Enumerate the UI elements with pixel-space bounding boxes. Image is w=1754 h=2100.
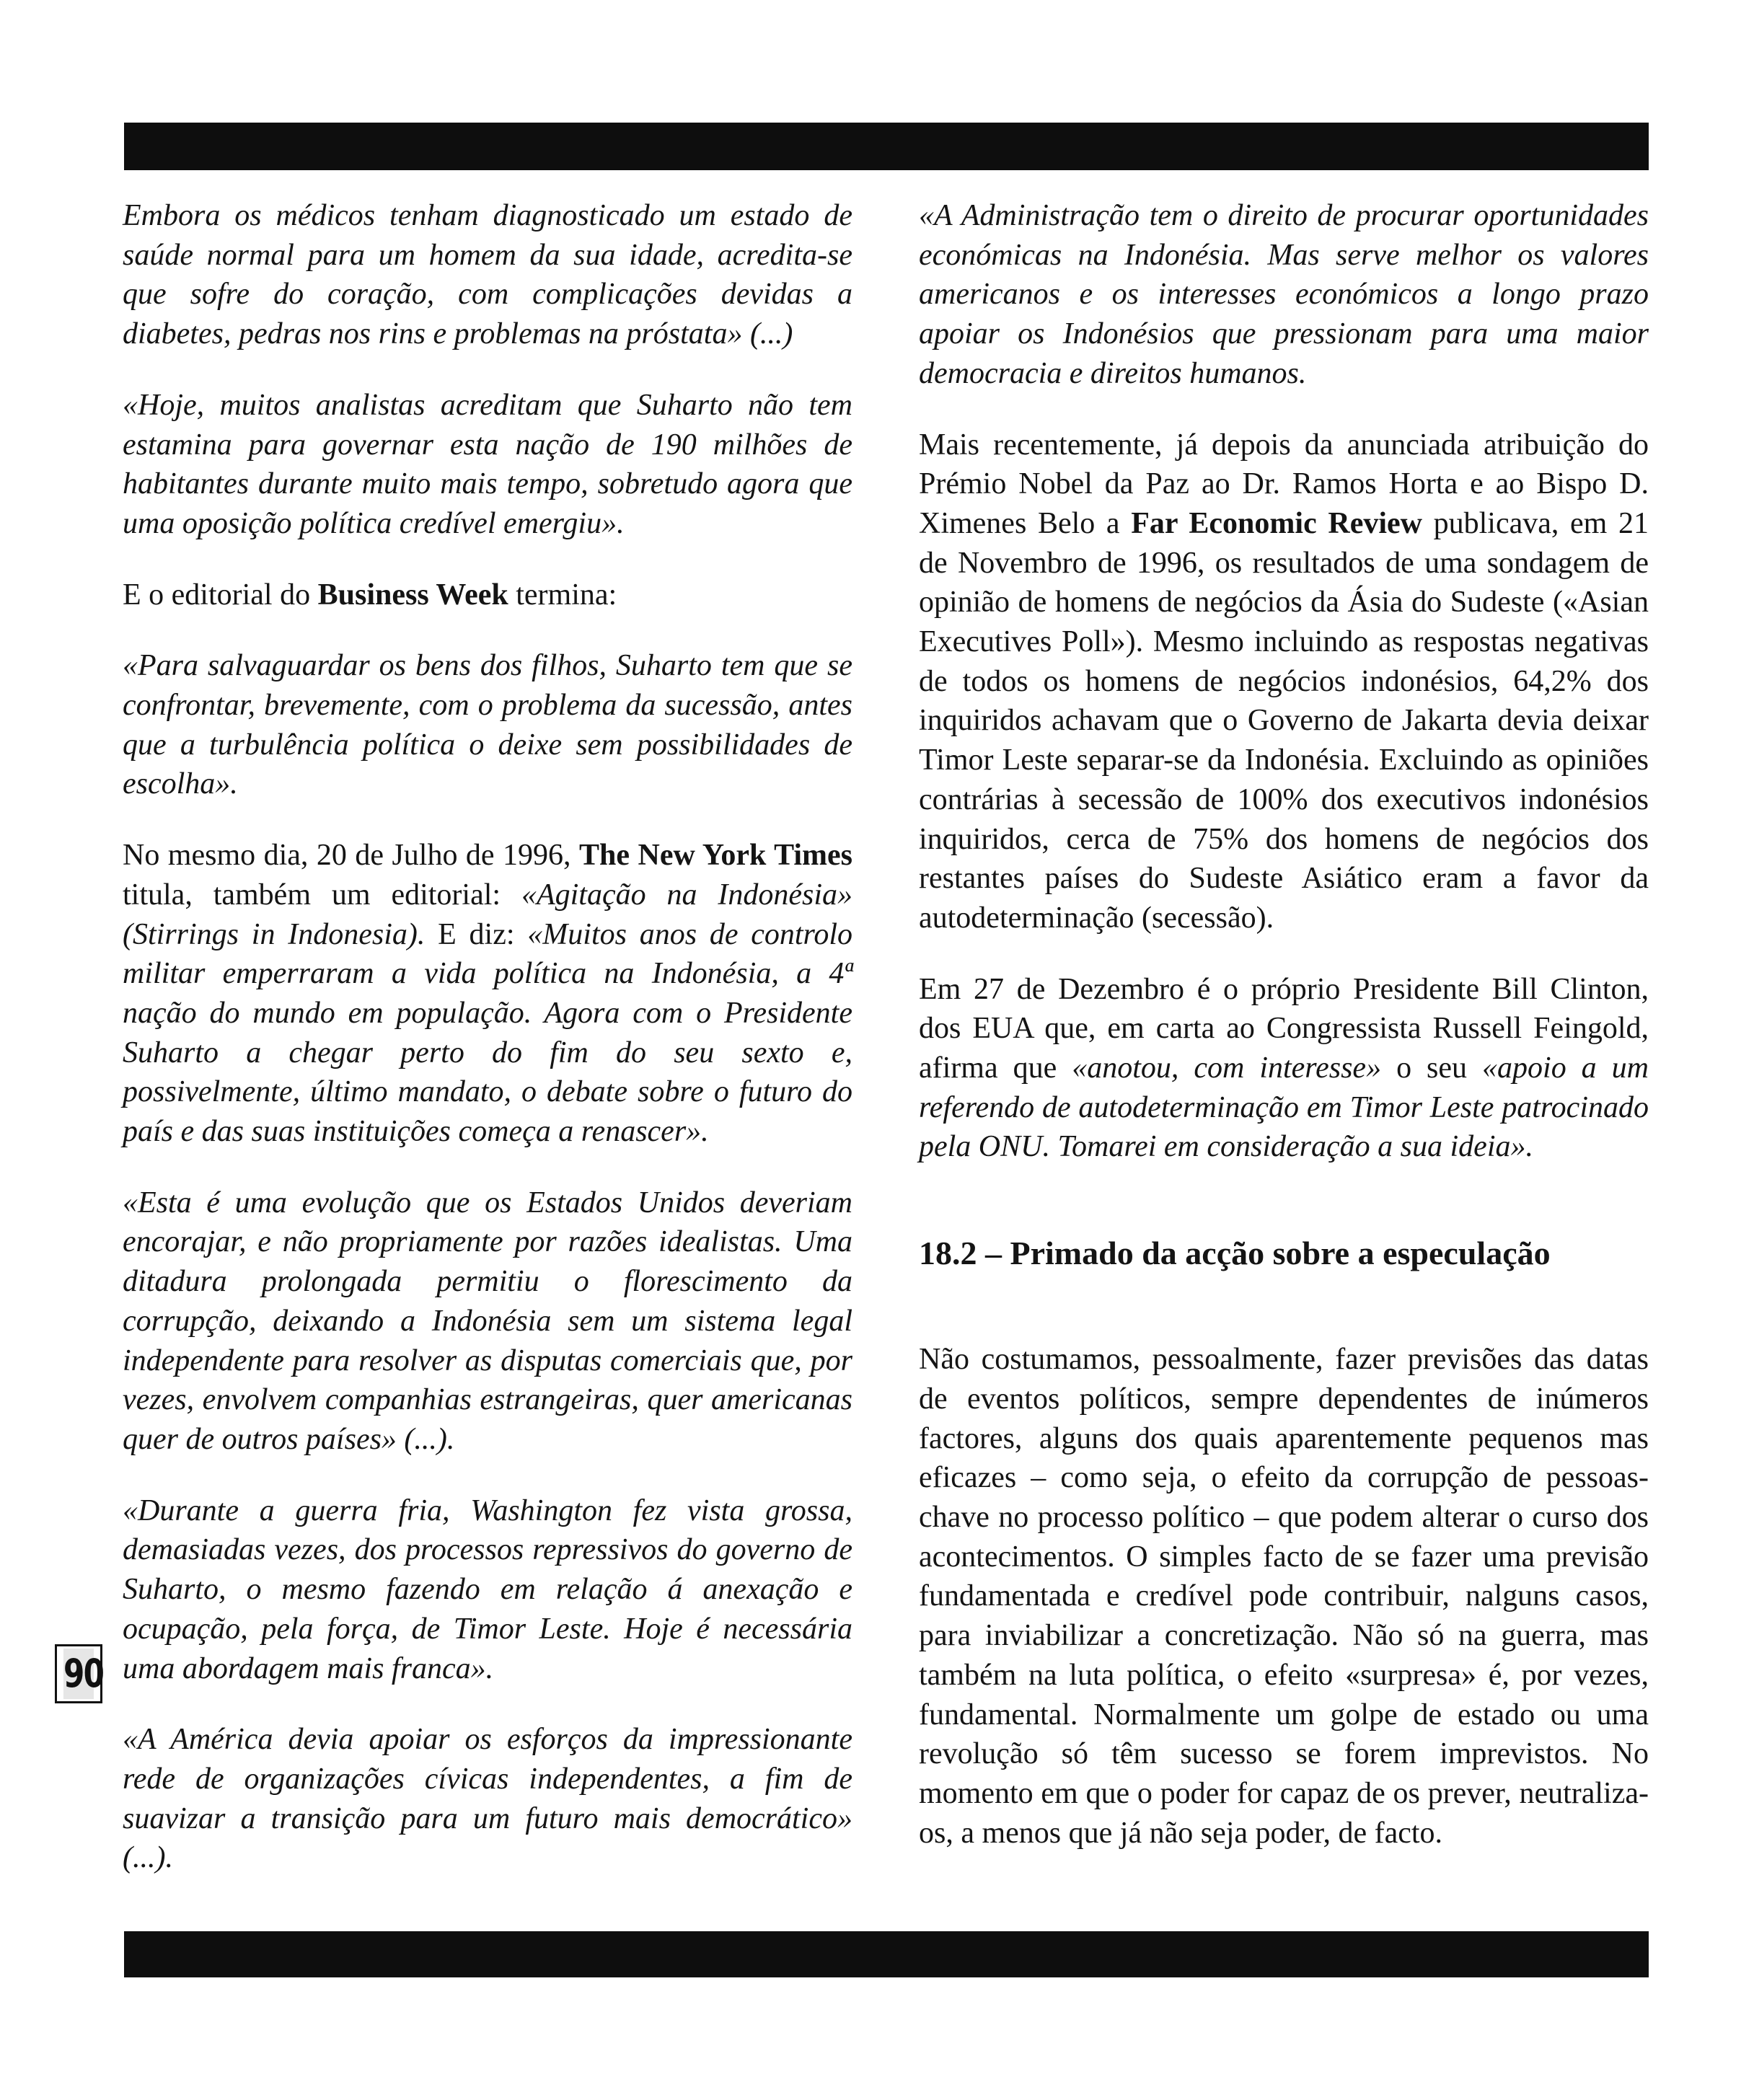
body-paragraph — [919, 970, 1649, 1168]
publication-name: Business Week — [317, 578, 508, 612]
quote-paragraph: «Durante a guerra fria, Washington fez vista grossa, demasiadas vezes, dos processos repressivos do governo de Suharto, o mesmo fazendo em relação á anexação e ocupação, pela força, de Timor Leste. Hoje é necessária uma abordagem mais franca». — [123, 1494, 852, 1685]
quote-paragraph: «A Administração tem o direito de procurar oportunidades económicas na Indonésia. Mas serve melhor os valores americanos e os interesses económicos a longo prazo apoiar os Indonésios que pressionam para uma maior democracia e direitos humanos. — [919, 199, 1649, 390]
quote-run: «Agitação na Indonésia» (Stirrings in Indonesia). — [123, 878, 853, 951]
quote-run: «anotou, com interesse» — [1072, 1051, 1382, 1085]
quote-paragraph: «Esta é uma evolução que os Estados Unidos deveriam encorajar, e não propriamente por razões idealistas. Uma ditadura prolongada permitiu o florescimento da corrupção, deixando a Indonésia sem um sistema legal independente para resolver as disputas comerciais que, por vezes, envolvem companhias estrangeiras, quer americanas quer de outros países» (...). — [123, 1186, 852, 1456]
right-column — [919, 196, 1649, 1884]
quote-paragraph: «A América devia apoiar os esforços da impressionante rede de organizações cívicas independentes, a fim de suavizar a transição para um futuro mais democrático» (...). — [123, 1723, 852, 1875]
text-run: Em 27 de Dezembro é o próprio Presidente Bill Clinton, dos EUA que, em carta ao Congressista Russell Feingold, afirma que — [919, 972, 1649, 1085]
body-paragraph: Não costumamos, pessoalmente, fazer previsões das datas de eventos políticos, sempre dependentes de inúmeros factores, alguns dos quais aparentemente pequenos mas eficazes – como seja, o efeito da corrupção de pessoas-chave no processo político – que podem alterar o curso dos acontecimentos. O simples facto de se fazer uma previsão fundamentada e credível pode contribuir, nalguns casos, para inviabilizar a concretização. Não só na guerra, mas também na luta política, o efeito «surpresa» é, por vezes, fundamental. Normalmente um golpe de estado ou uma revolução só têm sucesso se forem imprevistos. No momento em que o poder for capaz de os prever, neutraliza-os, a menos que já não seja poder, de facto. — [919, 1343, 1649, 1850]
body-paragraph — [123, 575, 852, 615]
quote-paragraph: «Hoje, muitos analistas acreditam que Suharto não tem estamina para governar esta nação de 190 milhões de habitantes durante muito mais tempo, sobretudo agora que uma oposição política credível emergiu». — [123, 388, 852, 540]
publication-name: Far Economic Review — [1131, 506, 1422, 540]
body-paragraph — [919, 425, 1649, 938]
text-run: E diz: — [425, 917, 528, 951]
publication-name: The New York Times — [579, 839, 852, 873]
body-paragraph — [123, 836, 852, 1152]
text-run: E o editorial do — [123, 578, 318, 612]
top-rule-bar — [124, 123, 1649, 170]
text-run: Mais recentemente, já depois da anunciada atribuição do Prémio Nobel da Paz ao Dr. Ramos Horta e ao Bispo D. Ximenes Belo a — [919, 428, 1649, 540]
left-column — [123, 196, 852, 1910]
quote-run: «apoio a um referendo de autodeterminação em Timor Leste patrocinado pela ONU. Tomarei em consideração a sua ideia». — [919, 1051, 1649, 1164]
quote-paragraph: «Para salvaguardar os bens dos filhos, Suharto tem que se confrontar, brevemente, com o problema da sucessão, antes que a turbulência política o deixe sem possibilidades de escolha». — [123, 649, 852, 801]
text-run: No mesmo dia, 20 de Julho de 1996, — [123, 839, 580, 873]
text-run: publicava, em 21 de Novembro de 1996, os resultados de uma sondagem de opinião de homens de negócios da Ásia do Sudeste («Asian Executives Poll»). Mesmo incluindo as respostas negativas de todos os homens de negócios indonésios, 64,2% dos inquiridos achavam que o Governo de Jakarta devia deixar Timor Leste separar-se da Indonésia. Excluindo as opiniões contrárias à secessão de 100% dos executivos indonésios inquiridos, cerca de 75% dos homens de negócios dos restantes países do Sudeste Asiático eram a favor da autodeterminação (secessão). — [919, 506, 1649, 935]
quote-paragraph: Embora os médicos tenham diagnosticado um estado de saúde normal para um homem da sua idade, acredita-se que sofre do coração, com complicações devidas a diabetes, pedras nos rins e problemas na próstata» (...) — [123, 199, 852, 351]
bottom-rule-bar — [124, 1931, 1649, 1977]
quote-run: «Muitos anos de controlo militar emperraram a vida política na Indonésia, a 4ª nação do mundo em população. Agora com o Presidente Suharto a chegar perto do fim do seu sexto e, possivelmente, último mandato, o debate sobre o futuro do país e das suas instituições começa a renascer». — [123, 917, 853, 1149]
page-number-box — [55, 1644, 102, 1703]
text-run: termina: — [508, 578, 617, 612]
page-number: 90 — [63, 1649, 94, 1699]
section-heading: 18.2 – Primado da acção sobre a especulação — [919, 1235, 1551, 1272]
text-run: o seu — [1381, 1051, 1483, 1085]
text-run: titula, também um editorial: — [123, 878, 521, 912]
